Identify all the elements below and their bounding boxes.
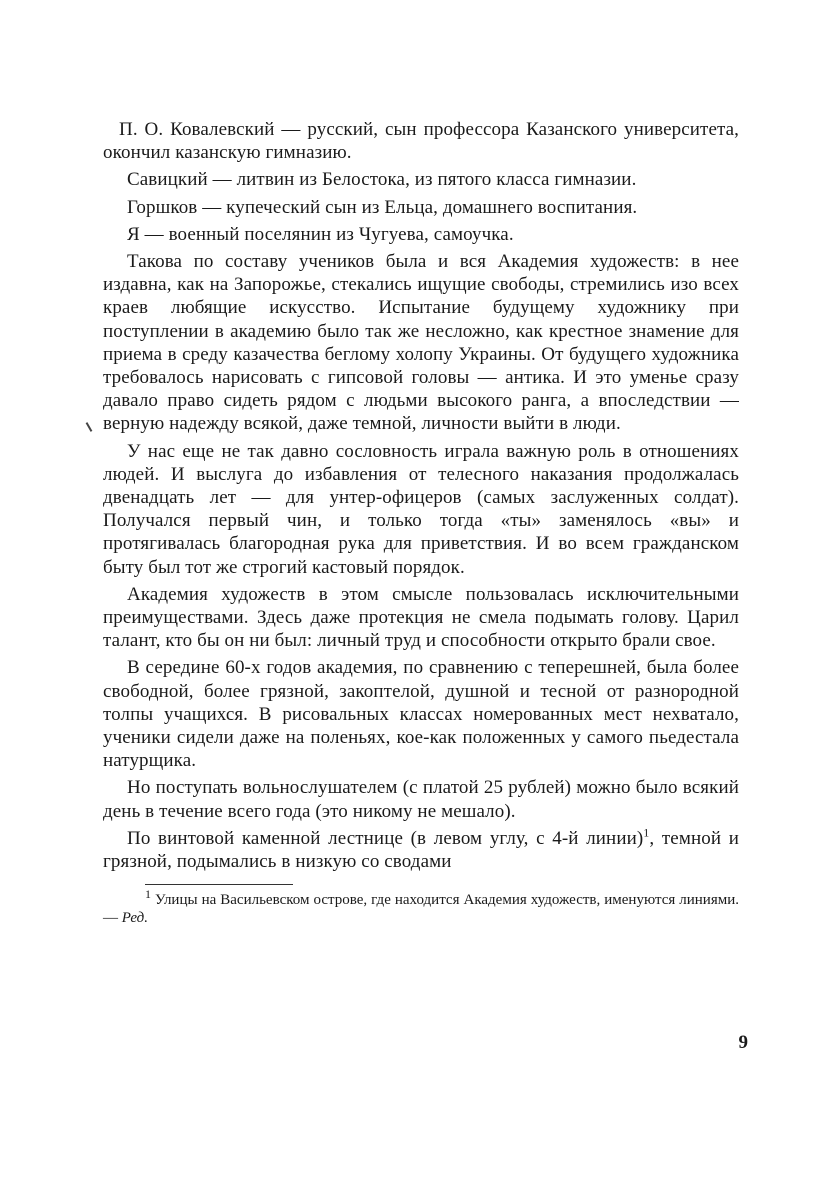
paragraph-sixties: В середине 60-х годов академия, по сравнению с теперешней, была более свободной, более грязной, закоптелой, душной и тесной от разнородной толпы учащихся. В рисовальных классах номерованных мест нехватало, ученики сидели даже на поленьях, кое-как положенных у самого пьедестала натурщика.: [103, 657, 739, 772]
scan-artifact-mark: [86, 422, 93, 432]
paragraph-staircase: [103, 827, 739, 873]
paragraph-class-system: У нас еще не так давно сословность играла важную роль в отношениях людей. И выслуга до избавления от телесного наказания продолжалась двенадцать лет — для унтер-офицеров (самых заслуженных солдат). Получался первый чин, и только тогда «ты» заменялось «вы» и протягивалась благородная рука для приветствия. И во всем гражданском быту был тот же строгий кастовый порядок.: [103, 440, 739, 578]
paragraph-auditors: Но поступать вольнослушателем (с платой 25 рублей) можно было всякий день в течение всего года (это никому не мешало).: [103, 777, 739, 822]
paragraph-kovalevsky: П. О. Ковалевский — русский, сын профессора Казанского университета, окончил казанскую гимназию.: [103, 119, 739, 164]
footnote-editor-mark: Ред.: [121, 910, 148, 927]
page-number: 9: [738, 1032, 748, 1053]
paragraph-academy-students: Такова по составу учеников была и вся Академия художеств: в нее издавна, как на Запорожье, стекались ищущие свободы, стремились изо всех краев любящие искусство. Испытание будущему художнику при поступлении в академию было так же несложно, как крестное знамение для приема в среду казачества беглому холопу Украины. От будущего художника требовалось нарисовать с гипсовой головы — антика. И это уменье сразу давало право сидеть рядом с людьми высокого ранга, а впоследствии — верную надежду всякой, даже темной, личности выйти в люди.: [103, 251, 739, 435]
footnote-divider: [145, 884, 293, 885]
paragraph-author: Я — военный поселянин из Чугуева, самоучка.: [127, 223, 514, 245]
page-body: [103, 118, 739, 927]
paragraph-academy-privileges: Академия художеств в этом смысле пользовалась исключительными преимуществами. Здесь даже протекция не смела подымать голову. Царил талант, кто бы он ни был: личный труд и способности открыто брали свое.: [103, 583, 739, 652]
staircase-text-before: По винтовой каменной лестнице (в левом углу, с 4-й линии): [127, 827, 644, 849]
footnote-text: Улицы на Васильевском острове, где находится Академия художеств, именуются линиями. —: [103, 892, 739, 927]
footnote-marker: 1: [145, 887, 151, 902]
footnote-reference: 1: [643, 825, 650, 840]
paragraph-gorshkov: Горшков — купеческий сын из Ельца, домашнего воспитания.: [127, 196, 638, 218]
staircase-text-after: , темной и грязной, подымались в низкую со сводами: [103, 827, 739, 873]
footnote: [103, 887, 739, 927]
paragraph-savitsky: Савицкий — литвин из Белостока, из пятого класса гимназии.: [127, 169, 637, 191]
